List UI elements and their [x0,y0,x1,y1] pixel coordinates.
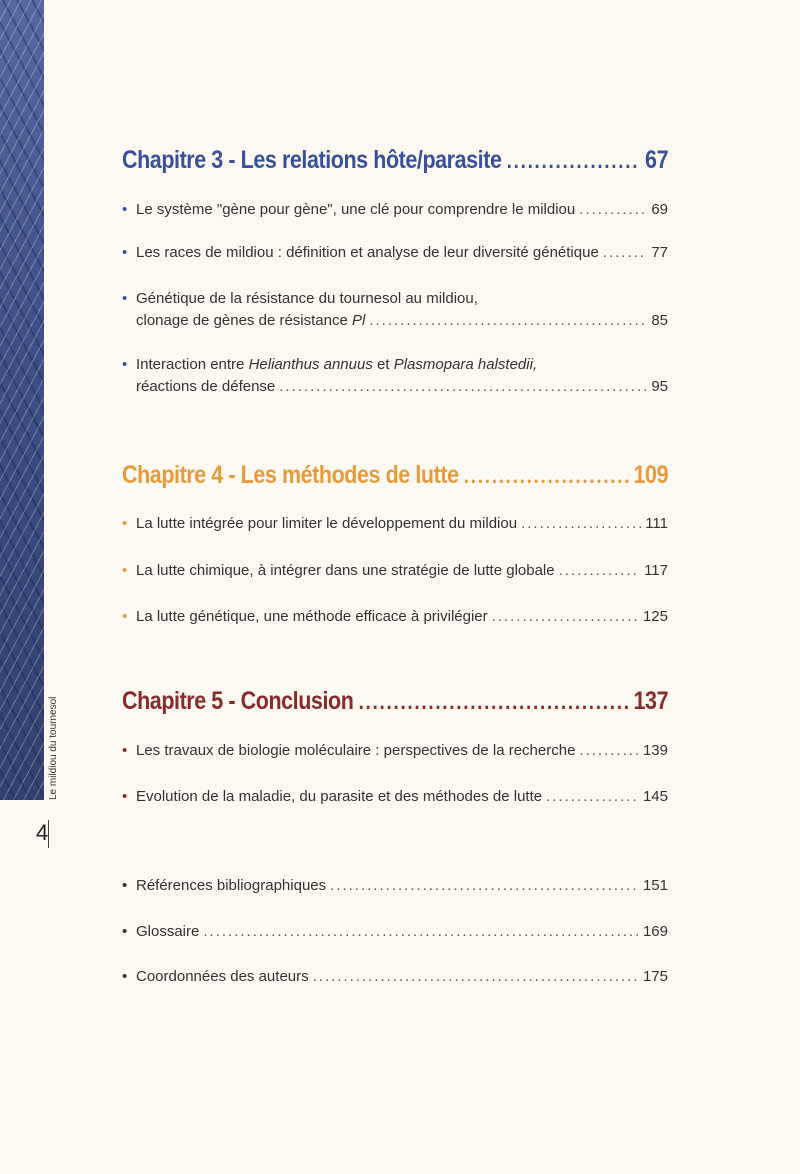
leader-dots [492,606,639,628]
entry-text-line1: Génétique de la résistance du tournesol au mildiou, [136,290,478,307]
entry-text: Glossaire [136,923,200,940]
leader-dots [559,560,640,582]
chapter-title: Chapitre 5 - Conclusion [122,687,354,715]
entry-page: 95 [651,378,668,395]
leader-dots [464,463,629,489]
bullet-icon: • [122,923,128,940]
bullet-icon: • [122,562,128,579]
toc-entry-glossary[interactable] [122,921,668,943]
chapter-page: 67 [645,146,669,174]
chapter-5-heading[interactable] [122,687,668,716]
leader-dots [279,376,647,398]
entry-text: La lutte chimique, à intégrer dans une stratégie de lutte globale [136,562,555,579]
chapter-4-heading[interactable] [122,461,668,490]
entry-page: 111 [645,515,668,532]
leader-dots [203,921,639,943]
toc-entry[interactable] [122,354,668,398]
toc-entry-authors[interactable] [122,966,668,988]
toc-entry[interactable] [122,242,668,264]
leader-dots [579,199,647,221]
leader-dots [603,242,648,264]
toc-entry[interactable] [122,740,668,762]
toc-entry[interactable] [122,786,668,808]
entry-text: La lutte intégrée pour limiter le développement du mildiou [136,515,518,532]
leader-dots [359,689,629,715]
entry-text: Evolution de la maladie, du parasite et des méthodes de lutte [136,788,543,805]
bullet-icon: • [122,244,128,261]
leader-dots [521,513,641,535]
leader-dots [507,148,640,174]
page-number-rule [48,820,49,848]
entry-text-line2: clonage de gènes de résistance [136,312,348,329]
toc-entry[interactable] [122,199,668,221]
entry-text-b: et [377,356,390,373]
entry-text-line2: réactions de défense [136,378,276,395]
leader-dots [369,310,647,332]
page-number: 4 [36,820,49,845]
entry-page: 69 [651,201,668,218]
leader-dots [546,786,639,808]
entry-page: 151 [642,877,668,894]
bullet-icon: • [122,608,128,625]
toc-entry[interactable] [122,288,668,332]
side-decoration-band [0,0,44,800]
chapter-title: Chapitre 4 - Les méthodes de lutte [122,461,459,489]
entry-page: 77 [651,244,668,261]
entry-text: Références bibliographiques [136,877,327,894]
toc-entry[interactable] [122,560,668,582]
chapter-title: Chapitre 3 - Les relations hôte/parasite [122,146,502,174]
entry-page: 169 [642,923,668,940]
toc-entry[interactable] [122,606,668,628]
entry-text-italic-2: Plasmopara halstedii, [393,356,538,373]
chapter-page: 137 [633,687,669,715]
entry-text: Coordonnées des auteurs [136,968,309,985]
entry-page: 85 [651,312,668,329]
entry-page: 117 [644,562,668,579]
bullet-icon: • [122,968,128,985]
bullet-icon: • [122,356,128,373]
entry-text: Les travaux de biologie moléculaire : perspectives de la recherche [136,742,576,759]
entry-page: 175 [642,968,668,985]
bullet-icon: • [122,742,128,759]
bullet-icon: • [122,201,128,218]
chapter-3-heading[interactable] [122,146,668,175]
entry-text: La lutte génétique, une méthode efficace à privilégier [136,608,488,625]
entry-text: Le système "gène pour gène", une clé pour comprendre le mildiou [136,201,576,218]
toc-entry-references[interactable] [122,875,668,897]
toc-entry[interactable] [122,513,668,535]
bullet-icon: • [122,515,128,532]
chapter-page: 109 [633,461,669,489]
leader-dots [579,740,639,762]
entry-text-italic: Pl [352,312,366,329]
bullet-icon: • [122,877,128,894]
leader-dots [313,966,639,988]
leader-dots [330,875,639,897]
entry-text-italic-1: Helianthus annuus [248,356,373,373]
running-title: Le mildiou du tournesol [48,696,59,800]
entry-text-a: Interaction entre [136,356,245,373]
entry-page: 125 [642,608,668,625]
entry-page: 145 [642,788,668,805]
entry-page: 139 [642,742,668,759]
bullet-icon: • [122,290,128,307]
entry-text: Les races de mildiou : définition et analyse de leur diversité génétique [136,244,599,261]
bullet-icon: • [122,788,128,805]
